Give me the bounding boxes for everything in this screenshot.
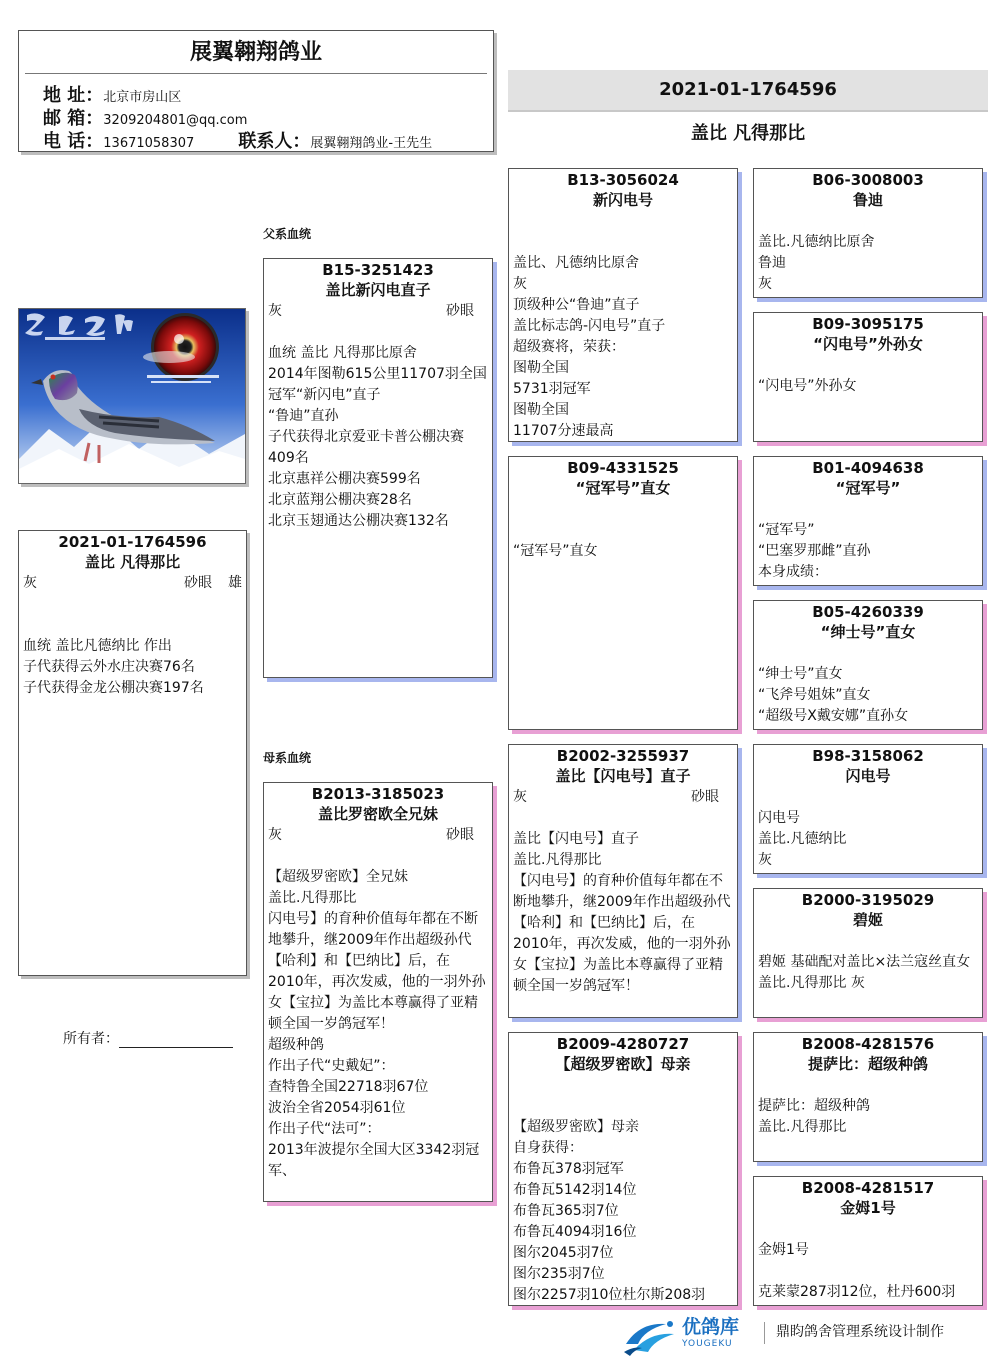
- ggp6-line: 碧姬 基础配对盖比×法兰寇丝直女: [758, 954, 971, 970]
- ggp5-line: 灰: [758, 852, 772, 868]
- ggp4-card: [753, 600, 983, 730]
- sire-eye: 砂眼: [446, 303, 474, 319]
- owner-label: 所有者：: [63, 1031, 119, 1047]
- dam-line: 盖比.凡得那比: [268, 890, 357, 906]
- ggp1-line: 灰: [758, 276, 772, 292]
- top-pigeon-name: 盖比 凡得那比: [690, 123, 806, 144]
- gp4-name: 【超级罗密欧】母亲: [555, 1055, 691, 1073]
- footer-credit: 鼎盷鸽舍管理系统设计制作: [776, 1324, 944, 1340]
- sire-name: 盖比新闪电直子: [325, 281, 431, 299]
- subject-ring: 2021-01-1764596: [58, 533, 207, 551]
- sire-section-label: 父系血统: [263, 227, 312, 241]
- gp4-line: 【超级罗密欧】母亲: [513, 1119, 639, 1135]
- sire-card: [263, 258, 493, 678]
- dam-section-label: 母系血统: [263, 751, 312, 765]
- gp3-line: 盖比【闪电号】直子: [513, 831, 639, 847]
- gp3-ring: B2002-3255937: [556, 747, 690, 765]
- gp1-line: 灰: [513, 276, 527, 292]
- dam-line: 波治全省2054羽61位: [268, 1100, 406, 1116]
- address-value: 北京市房山区: [103, 90, 182, 105]
- ggp3-line: “冠军号”: [758, 522, 815, 538]
- granddam-paternal-card: [508, 456, 738, 730]
- footer-divider: [764, 1322, 765, 1344]
- sire-line: 北京惠祥公棚决赛599名: [268, 471, 421, 487]
- header-divider: [25, 73, 487, 74]
- ggp8-ring: B2008-4281517: [801, 1179, 935, 1197]
- dam-eye: 砂眼: [446, 827, 474, 843]
- gp4-line: 布鲁瓦365羽7位: [513, 1203, 619, 1219]
- subject-eye: 砂眼: [184, 575, 212, 591]
- ggp7-line: 提萨比：超级种鸽: [758, 1098, 870, 1114]
- ggp4-line: “绅士号”直女: [758, 666, 843, 682]
- ggp2-name: “闪电号”外孙女: [813, 335, 923, 353]
- ggp1-line: 盖比.凡德纳比原舍: [758, 234, 875, 250]
- ggp7-ring: B2008-4281576: [801, 1035, 935, 1053]
- ggp3-ring: B01-4094638: [812, 459, 924, 477]
- ggp6-card: [753, 888, 983, 1018]
- ggp5-line: 盖比.凡德纳比: [758, 831, 847, 847]
- gp1-line: 超级赛将，荣获：: [513, 339, 625, 355]
- gp2-ring: B09-4331525: [567, 459, 679, 477]
- gp1-line: 盖比标志鸽-闪电号”直子: [513, 318, 666, 334]
- gp1-line: 5731羽冠军: [513, 381, 591, 397]
- dam-line: 查特鲁全国22718羽67位: [268, 1079, 429, 1095]
- subject-line: 子代获得云外水庄决赛76名: [23, 659, 195, 675]
- youge-logo-icon: [620, 1314, 680, 1358]
- ggp2-line: “闪电号”外孙女: [758, 378, 857, 394]
- sire-line: 北京玉翅通达公棚决赛132名: [268, 513, 449, 529]
- ggp5-card: [753, 744, 983, 874]
- dam-line: 作出子代“法可”：: [268, 1121, 381, 1137]
- gp1-line: 图勒全国: [513, 360, 569, 376]
- gp1-name: 新闪电号: [592, 191, 653, 209]
- ggp6-ring: B2000-3195029: [801, 891, 935, 909]
- gp1-line: 11707分速最高: [513, 423, 614, 439]
- sire-line: 子代获得北京爱亚卡普公棚决赛409名: [268, 429, 464, 466]
- owner-underline: [119, 1033, 233, 1048]
- ggp8-card: [753, 1176, 983, 1306]
- subject-color: 灰: [23, 575, 37, 591]
- sire-color: 灰: [268, 303, 282, 319]
- dam-line: 闪电号】的育种价值每年都在不断地攀升，继2009年作出超级孙代【哈利】和【巴纳比】后，在 2010年，再次发威，他的一羽外孙女【宝拉】为盖比本尊赢得了亚精顿全国一岁鸽冠军！: [268, 911, 486, 1032]
- footer-logo: [620, 1314, 760, 1358]
- gp1-line: 图勒全国: [513, 402, 569, 418]
- gp4-line: 图尔2045羽7位: [513, 1245, 614, 1261]
- gp3-eye: 砂眼: [691, 789, 719, 805]
- gp1-line: 盖比、凡德纳比原舍: [513, 255, 639, 271]
- address-label: 地 址：: [43, 85, 104, 106]
- gp2-line: “冠军号”直女: [513, 543, 598, 559]
- ggp7-line: 盖比.凡得那比: [758, 1119, 847, 1135]
- gp1-ring: B13-3056024: [567, 171, 679, 189]
- dam-line: 超级种鸽: [268, 1037, 324, 1053]
- grandsire-maternal-card: [508, 744, 738, 1018]
- ggp3-name: “冠军号”: [835, 479, 901, 497]
- ggp2-ring: B09-3095175: [812, 315, 924, 333]
- header-box: [18, 30, 494, 152]
- owner-field: [63, 1028, 233, 1048]
- sire-line: 2014年图勒615公里11707羽全国冠军“新闪电”直子: [268, 366, 487, 403]
- ggp1-line: 鲁迪: [758, 255, 786, 271]
- ggp3-card: [753, 456, 983, 586]
- ggp7-name: 提萨比：超级种鸽: [807, 1055, 928, 1073]
- granddam-maternal-card: [508, 1032, 738, 1306]
- ggp5-ring: B98-3158062: [812, 747, 924, 765]
- ggp6-name: 碧姬: [852, 911, 883, 929]
- gp4-line: 图尔2257羽10位杜尔斯208羽: [513, 1287, 706, 1303]
- gp4-line: 自身获得：: [513, 1140, 583, 1156]
- subject-line: 子代获得金龙公棚决赛197名: [23, 680, 204, 696]
- ggp6-line: 盖比.凡得那比 灰: [758, 975, 865, 991]
- ggp1-name: 鲁迪: [852, 191, 883, 209]
- dam-name: 盖比罗密欧全兄妹: [317, 805, 438, 823]
- ggp4-name: “绅士号”直女: [820, 623, 916, 641]
- gp4-line: 布鲁瓦378羽冠军: [513, 1161, 624, 1177]
- gp1-line: 顶级种公“鲁迪”直子: [513, 297, 640, 313]
- ggp4-line: “飞斧号姐妹”直女: [758, 687, 871, 703]
- pigeon-photo: [18, 308, 246, 484]
- logo-text-en: YOUGEKU: [682, 1339, 733, 1349]
- ggp5-line: 闪电号: [758, 810, 800, 826]
- sire-ring: B15-3251423: [322, 261, 434, 279]
- top-ring-number: 2021-01-1764596: [659, 79, 837, 100]
- ggp2-card: [753, 312, 983, 442]
- gp3-name: 盖比【闪电号】直子: [555, 767, 691, 785]
- gp2-name: “冠军号”直女: [575, 479, 671, 497]
- grandsire-paternal-card: [508, 168, 738, 442]
- ggp8-line: 克莱蒙287羽12位，杜丹600羽: [758, 1284, 956, 1300]
- ggp8-line: 金姆1号: [758, 1242, 809, 1258]
- dam-ring: B2013-3185023: [311, 785, 445, 803]
- ggp3-line: 本身成绩：: [758, 564, 828, 580]
- ggp1-card: [753, 168, 983, 298]
- subject-sex: 雄: [228, 575, 242, 591]
- ggp3-line: “巴塞罗那雌”直孙: [758, 543, 871, 559]
- gp3-color: 灰: [513, 789, 527, 805]
- email-value: 3209204801@qq.com: [103, 113, 248, 128]
- dam-card: [263, 782, 493, 1202]
- sire-line: 血统 盖比 凡得那比原舍: [268, 345, 417, 361]
- gp4-line: 布鲁瓦5142羽14位: [513, 1182, 637, 1198]
- email-label: 邮 箱：: [43, 108, 104, 129]
- gp4-line: 布鲁瓦4094羽16位: [513, 1224, 637, 1240]
- dam-line: 【超级罗密欧】全兄妹: [268, 869, 408, 885]
- pigeon-photo-svg: [19, 309, 245, 483]
- gp3-line: 盖比.凡得那比: [513, 852, 602, 868]
- phone-label: 电 话：: [43, 131, 104, 152]
- gp3-line: 【闪电号】的育种价值每年都在不断地攀升，继2009年作出超级孙代【哈利】和【巴纳比】后，在 2010年，再次发威，他的一羽外孙女【宝拉】为盖比本尊赢得了亚精顿全国一岁鸽冠军！: [513, 873, 731, 994]
- ggp1-ring: B06-3008003: [812, 171, 924, 189]
- dam-line: 2013年波提尔全国大区3342羽冠军、: [268, 1142, 480, 1179]
- ggp7-card: [753, 1032, 983, 1162]
- ggp8-line: [758, 1261, 978, 1282]
- ggp5-name: 闪电号: [845, 767, 891, 785]
- phone-value: 13671058307: [103, 136, 195, 151]
- gp4-ring: B2009-4280727: [556, 1035, 690, 1053]
- dam-line: 作出子代“史戴妃”：: [268, 1058, 395, 1074]
- logo-text-cn: 优鸽库: [682, 1316, 740, 1338]
- contact-label: 联系人：: [238, 131, 311, 152]
- subject-name: 盖比 凡得那比: [84, 553, 181, 571]
- gp4-line: 图尔235羽7位: [513, 1266, 605, 1282]
- sire-line: “鲁迪”直孙: [268, 408, 339, 424]
- sire-line: 北京蓝翔公棚决赛28名: [268, 492, 412, 508]
- subject-line: 血统 盖比凡德纳比 作出: [23, 638, 172, 654]
- dam-color: 灰: [268, 827, 282, 843]
- top-ring-banner: [508, 70, 988, 110]
- loft-title: 展翼翱翔鸽业: [189, 40, 322, 65]
- subject-card: [18, 530, 247, 976]
- ggp4-ring: B05-4260339: [812, 603, 924, 621]
- ggp4-line: “超级号X戴安娜”直孙女: [758, 708, 909, 724]
- contact-value: 展翼翱翔鸽业-王先生: [310, 136, 433, 151]
- ggp8-name: 金姆1号: [840, 1199, 896, 1217]
